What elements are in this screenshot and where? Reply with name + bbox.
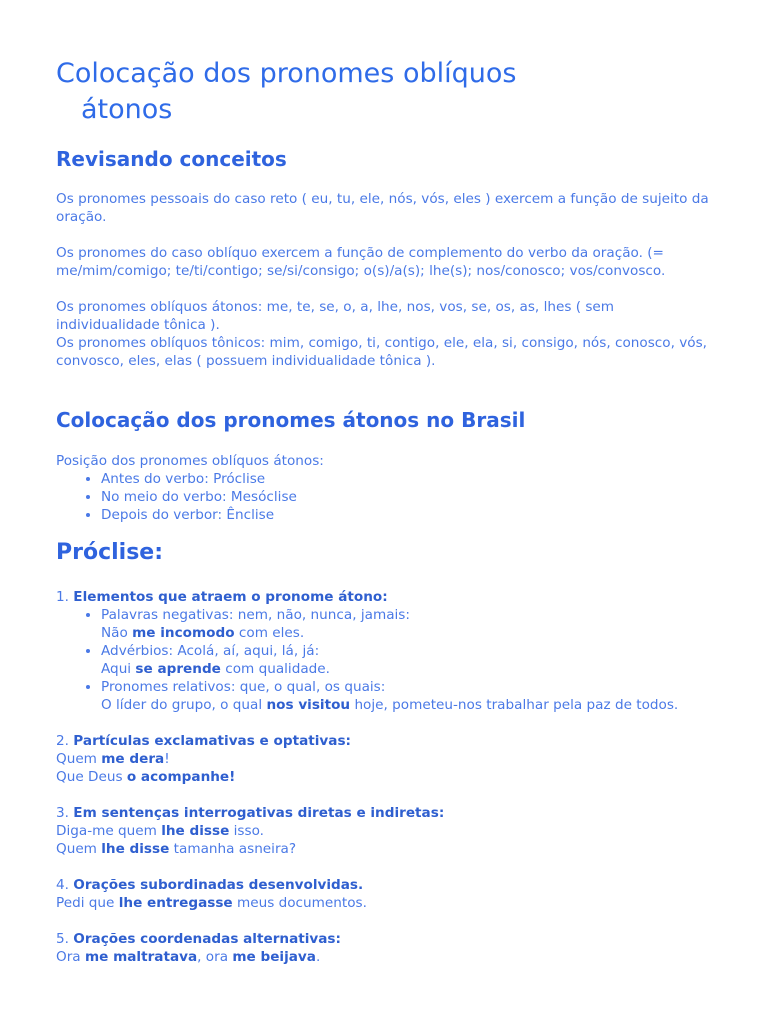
- posicao-intro: Posição dos pronomes oblíquos átonos:: [56, 453, 324, 469]
- posicao-list: [56, 470, 716, 524]
- rule-3: 3. Em sentenças interrogativas diretas e indiretas: Diga-me quem lhe disse isso. Quem lhe disse tamanha asneira?: [56, 805, 445, 857]
- revisando-text: [56, 190, 716, 370]
- rule-2: 2. Partículas exclamativas e optativas: Quem me dera! Que Deus o acompanhe!: [56, 733, 351, 785]
- rule-1: 1. Elementos que atraem o pronome átono:: [56, 589, 388, 605]
- heading-proclise: Próclise:: [56, 540, 164, 565]
- rule-5: 5. Orações coordenadas alternativas: Ora me maltratava, ora me beijava.: [56, 931, 341, 965]
- rule-2-title: Partículas exclamativas e optativas:: [73, 733, 351, 749]
- paragraph-caso-obliquo: Os pronomes do caso oblíquo exercem a função de complemento do verbo da oração. (= me/mim/comigo; te/ti/contigo; se/si/consigo; o(s)/a(s); lhe(s); nos/conosco; vos/convosco.: [56, 245, 666, 279]
- rule-3-title: Em sentenças interrogativas diretas e indiretas:: [73, 805, 445, 821]
- rule-4: 4. Orações subordinadas desenvolvidas. Pedi que lhe entregasse meus documentos.: [56, 877, 367, 911]
- list-item: • Antes do verbo: Próclise: [101, 470, 716, 488]
- proclise-block: [56, 588, 716, 966]
- title-line-2: átonos: [81, 94, 173, 125]
- list-item: • Advérbios: Acolá, aí, aqui, lá, já: Aqui se aprende com qualidade.: [101, 642, 716, 678]
- rule-1-title: Elementos que atraem o pronome átono:: [73, 589, 388, 605]
- title-line-1: Colocação dos pronomes oblíquos: [56, 58, 517, 89]
- rule-1-list: [56, 606, 716, 714]
- list-item: • No meio do verbo: Mesóclise: [101, 488, 716, 506]
- heading-colocacao-brasil: Colocação dos pronomes átonos no Brasil: [56, 408, 526, 432]
- page-title: [56, 56, 716, 128]
- rule-5-title: Orações coordenadas alternativas:: [73, 931, 341, 947]
- paragraph-tonicos: Os pronomes oblíquos tônicos: mim, comigo, ti, contigo, ele, ela, si, consigo, nós, conosco, vós, convosco, eles, elas ( possuem individualidade tônica ).: [56, 335, 707, 369]
- list-item: • Pronomes relativos: que, o qual, os quais: O líder do grupo, o qual nos visitou hoje, pometeu-nos trabalhar pela paz de todos.: [101, 678, 716, 714]
- rule-4-title: Orações subordinadas desenvolvidas.: [73, 877, 364, 893]
- paragraph-caso-reto: Os pronomes pessoais do caso reto ( eu, tu, ele, nós, vós, eles ) exercem a função de sujeito da oração.: [56, 191, 709, 225]
- list-item: • Palavras negativas: nem, não, nunca, jamais: Não me incomodo com eles.: [101, 606, 716, 642]
- list-item: • Depois do verbor: Ênclise: [101, 506, 716, 524]
- heading-revisando: Revisando conceitos: [56, 147, 287, 171]
- posicao-block: [56, 452, 716, 524]
- paragraph-atonos: Os pronomes oblíquos átonos: me, te, se, o, a, lhe, nos, vos, se, os, as, lhes ( sem individualidade tônica ).: [56, 299, 615, 333]
